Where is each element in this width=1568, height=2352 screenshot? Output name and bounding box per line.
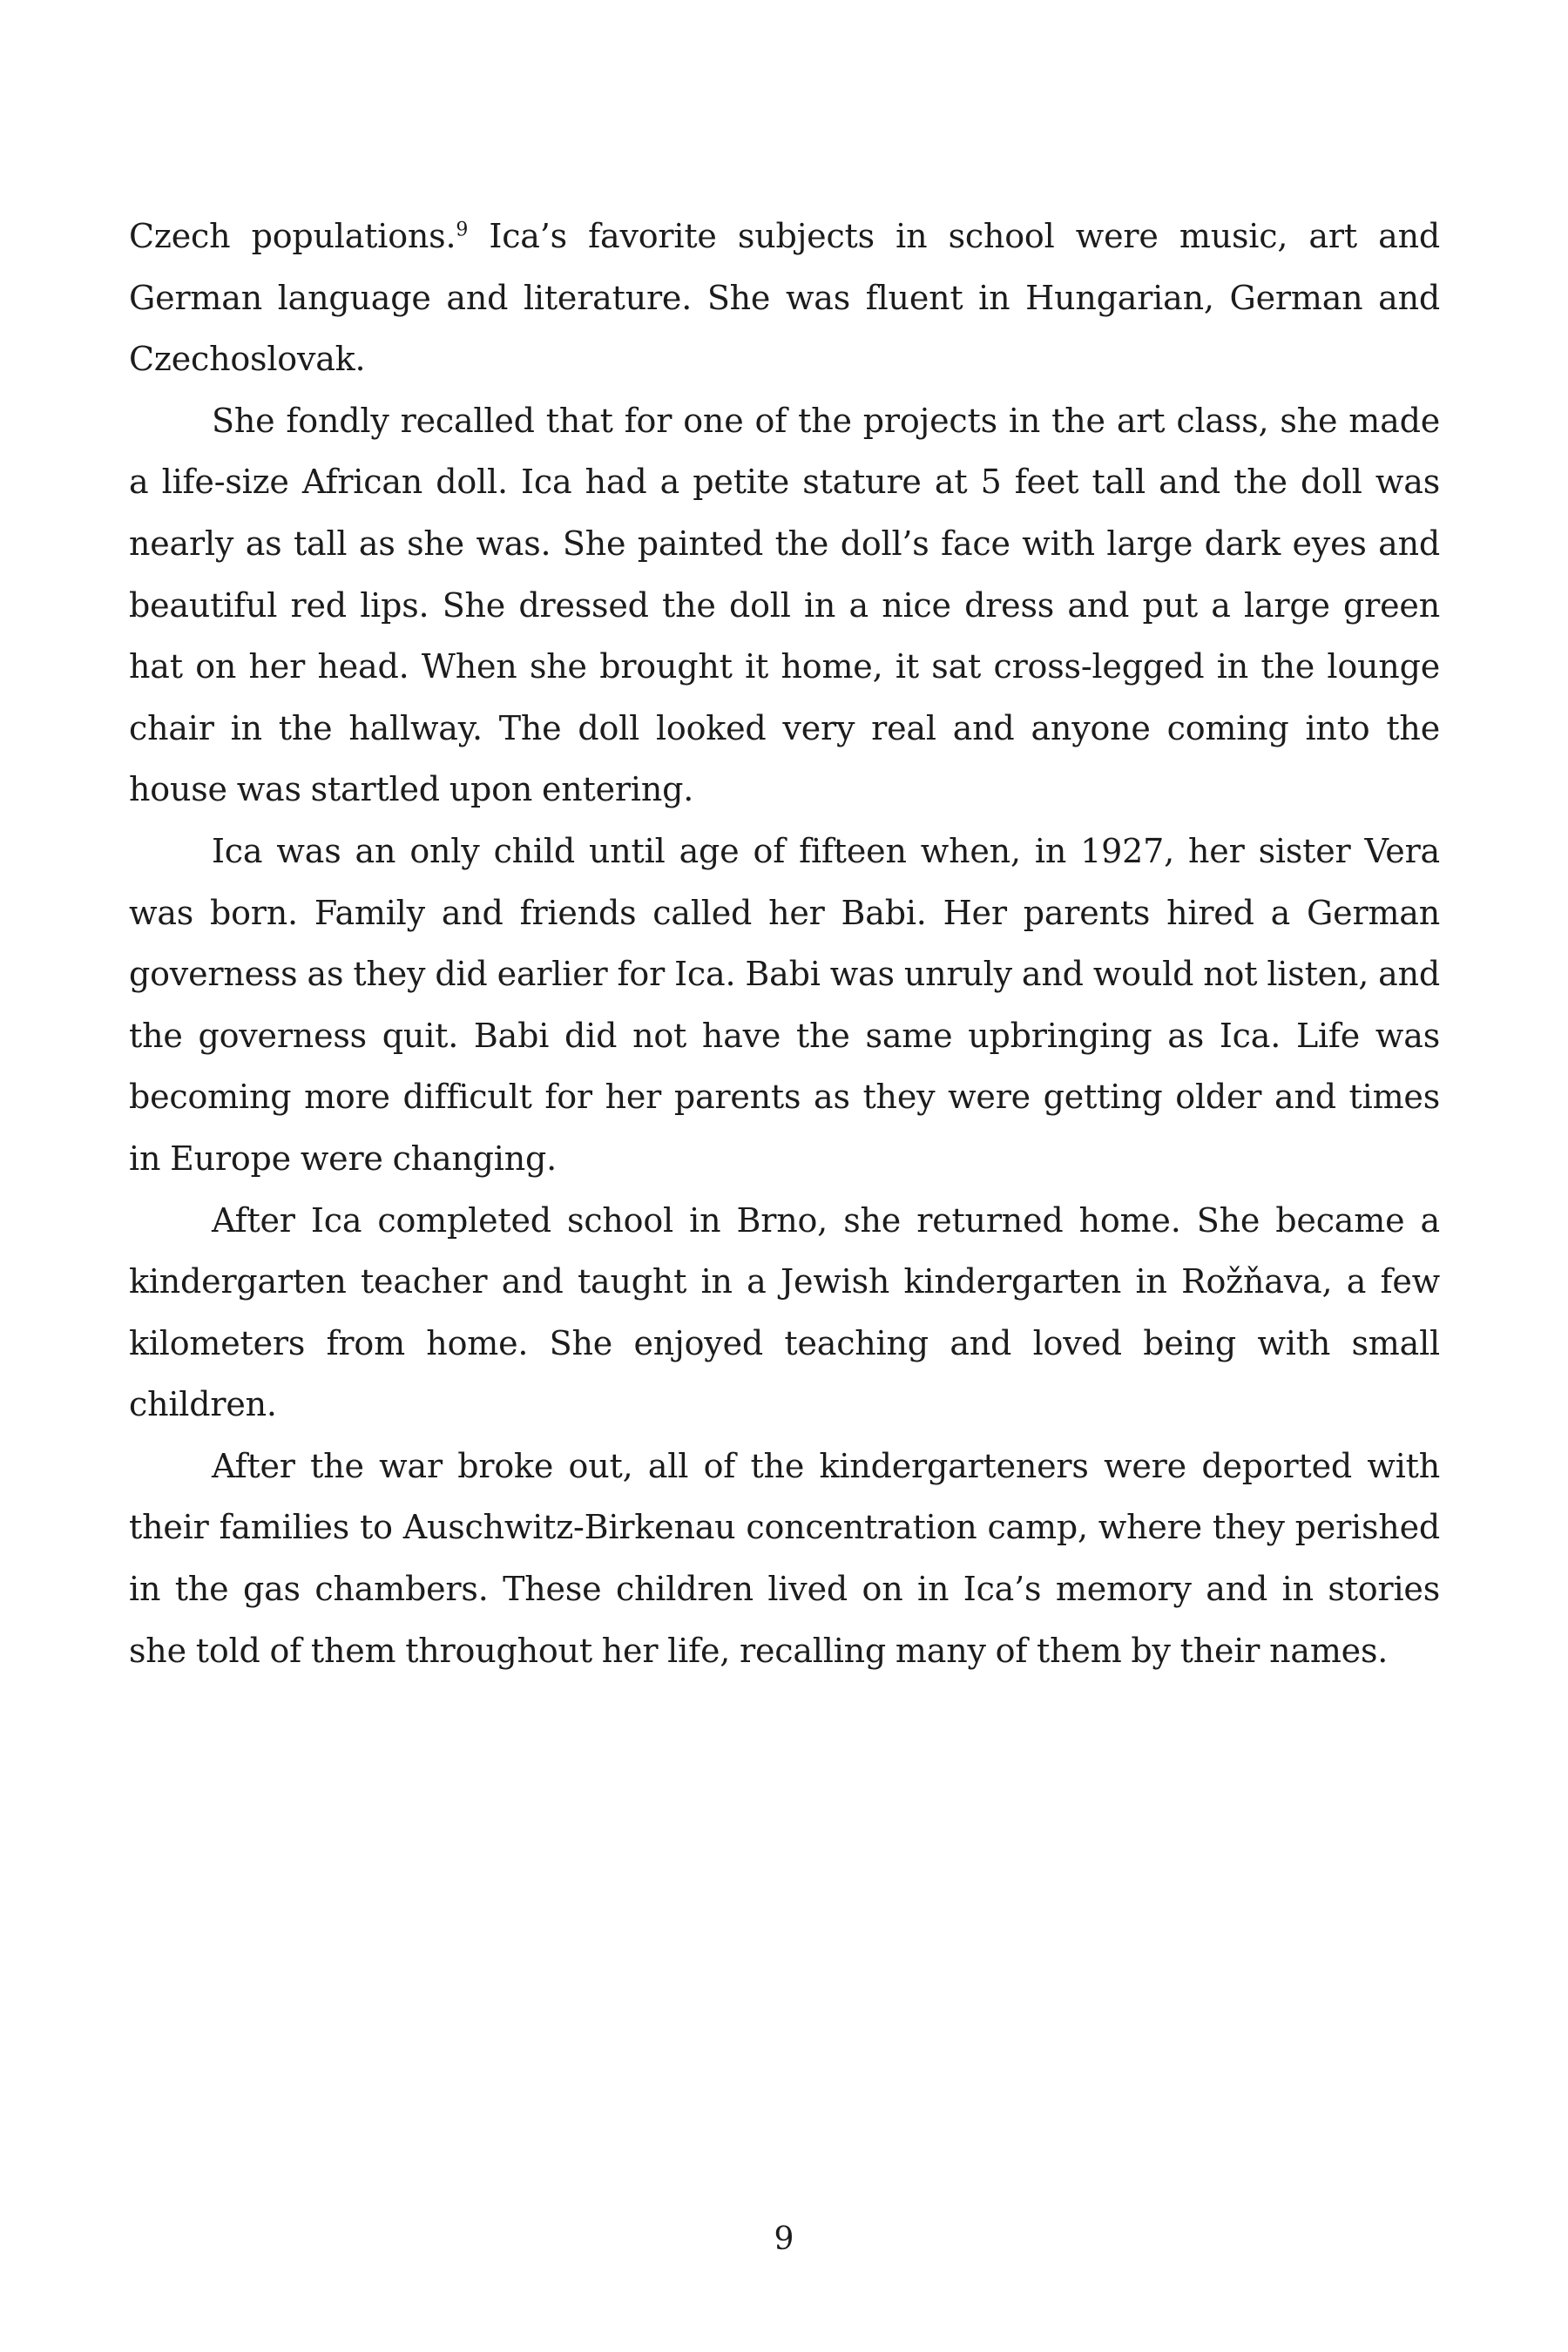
paragraph-1 (129, 206, 1440, 390)
paragraph-4: After Ica completed school in Brno, she returned home. She became a kindergarten teacher and taught in a Jewish kindergarten in Rožňava, a few kilometers from home. She enjoyed teaching and loved being with small children. (129, 1200, 1440, 1424)
paragraph-1-text-end: Ica’s favorite subjects in school were music, art and German language and literature. She was fluent in Hungarian, German and Czechoslovak. (129, 217, 1440, 379)
body-text (129, 206, 1440, 1681)
paragraph-3: Ica was an only child until age of fifteen when, in 1927, her sister Vera was born. Family and friends called her Babi. Her parents hired a German governess as they did earlier for Ica. Babi was unruly and would not listen, and the governess quit. Babi did not have the same upbringing as Ica. Life was becoming more difficult for her parents as they were getting older and times in Europe were changing. (129, 831, 1440, 1178)
paragraph-5: After the war broke out, all of the kindergarteners were deported with their families to Auschwitz-Birkenau concentration camp, where they perished in the gas chambers. These children lived on in Ica’s memory and in stories she told of them throughout her life, recalling many of them by their names. (129, 1446, 1440, 1670)
footnote-reference[interactable]: 9 (456, 219, 469, 241)
page-number: 9 (774, 2221, 794, 2257)
paragraph-1-text-start: Czech populations. (129, 217, 456, 255)
paragraph-2: She fondly recalled that for one of the projects in the art class, she made a life-size African doll. Ica had a petite stature at 5 feet tall and the doll was nearly as tall as she was. She painted the doll’s face with large dark eyes and beautiful red lips. She dressed the doll in a nice dress and put a large green hat on her head. When she brought it home, it sat cross-legged in the lounge chair in the hallway. The doll looked very real and anyone coming into the house was startled upon entering. (129, 401, 1440, 809)
